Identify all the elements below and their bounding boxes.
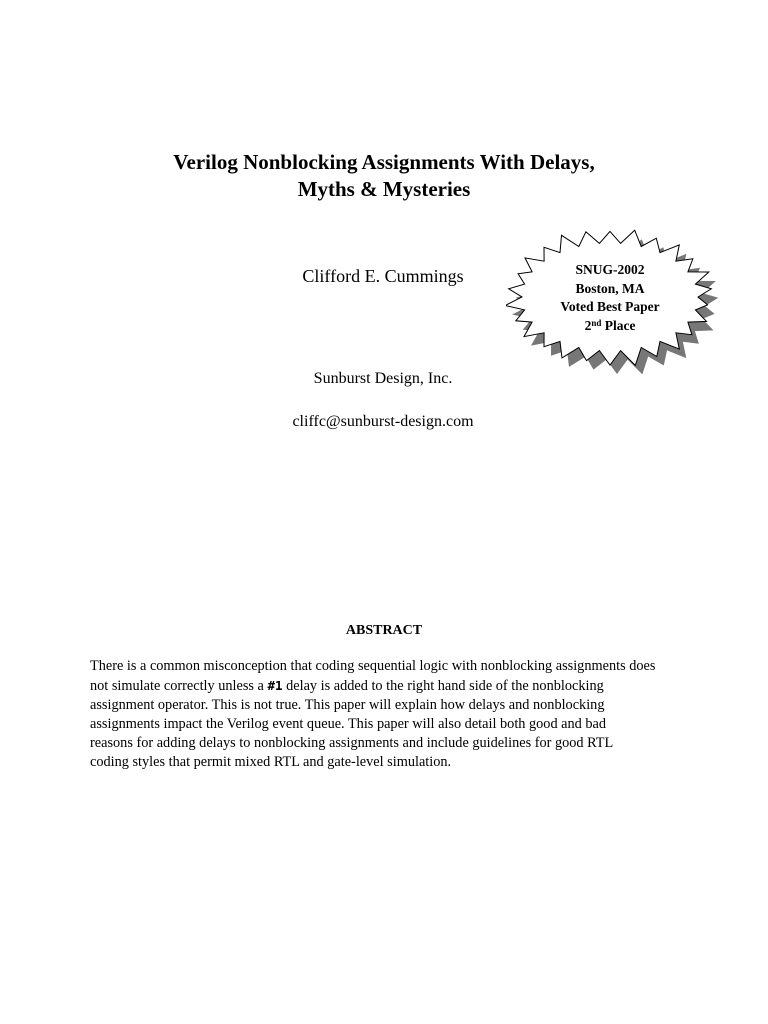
title-line-2: Myths & Mysteries	[297, 177, 471, 201]
author-name: Clifford E. Cummings	[302, 266, 464, 286]
abstract-line: not simulate correctly unless a #1 delay is added to the right hand side of the nonblocking	[90, 678, 604, 694]
award-text	[506, 261, 714, 335]
title-line-1: Verilog Nonblocking Assignments With Delays,	[173, 150, 595, 174]
abstract-line: reasons for adding delays to nonblocking assignments and include guidelines for good RTL	[90, 735, 614, 751]
abstract-line: coding styles that permit mixed RTL and gate-level simulation.	[90, 754, 452, 770]
paper-title	[0, 149, 768, 203]
inline-code: #1	[267, 678, 283, 693]
abstract-body	[90, 657, 690, 772]
abstract-line: assignments impact the Verilog event queue. This paper will also detail both good and bad	[90, 716, 607, 732]
award-location: Boston, MA	[575, 280, 645, 296]
author-affiliation: Sunburst Design, Inc.	[313, 370, 453, 387]
author-email: cliffc@sunburst-design.com	[292, 413, 474, 430]
award-title: Voted Best Paper	[560, 299, 660, 314]
abstract-line: There is a common misconception that coding sequential logic with nonblocking assignments does	[90, 658, 656, 674]
award-starburst-badge	[506, 229, 722, 379]
award-event: SNUG-2002	[575, 262, 645, 277]
award-place: 2nd Place	[584, 317, 636, 333]
abstract-heading: ABSTRACT	[345, 623, 423, 638]
abstract-line: assignment operator. This is not true. This paper will explain how delays and nonblocking	[90, 697, 605, 713]
